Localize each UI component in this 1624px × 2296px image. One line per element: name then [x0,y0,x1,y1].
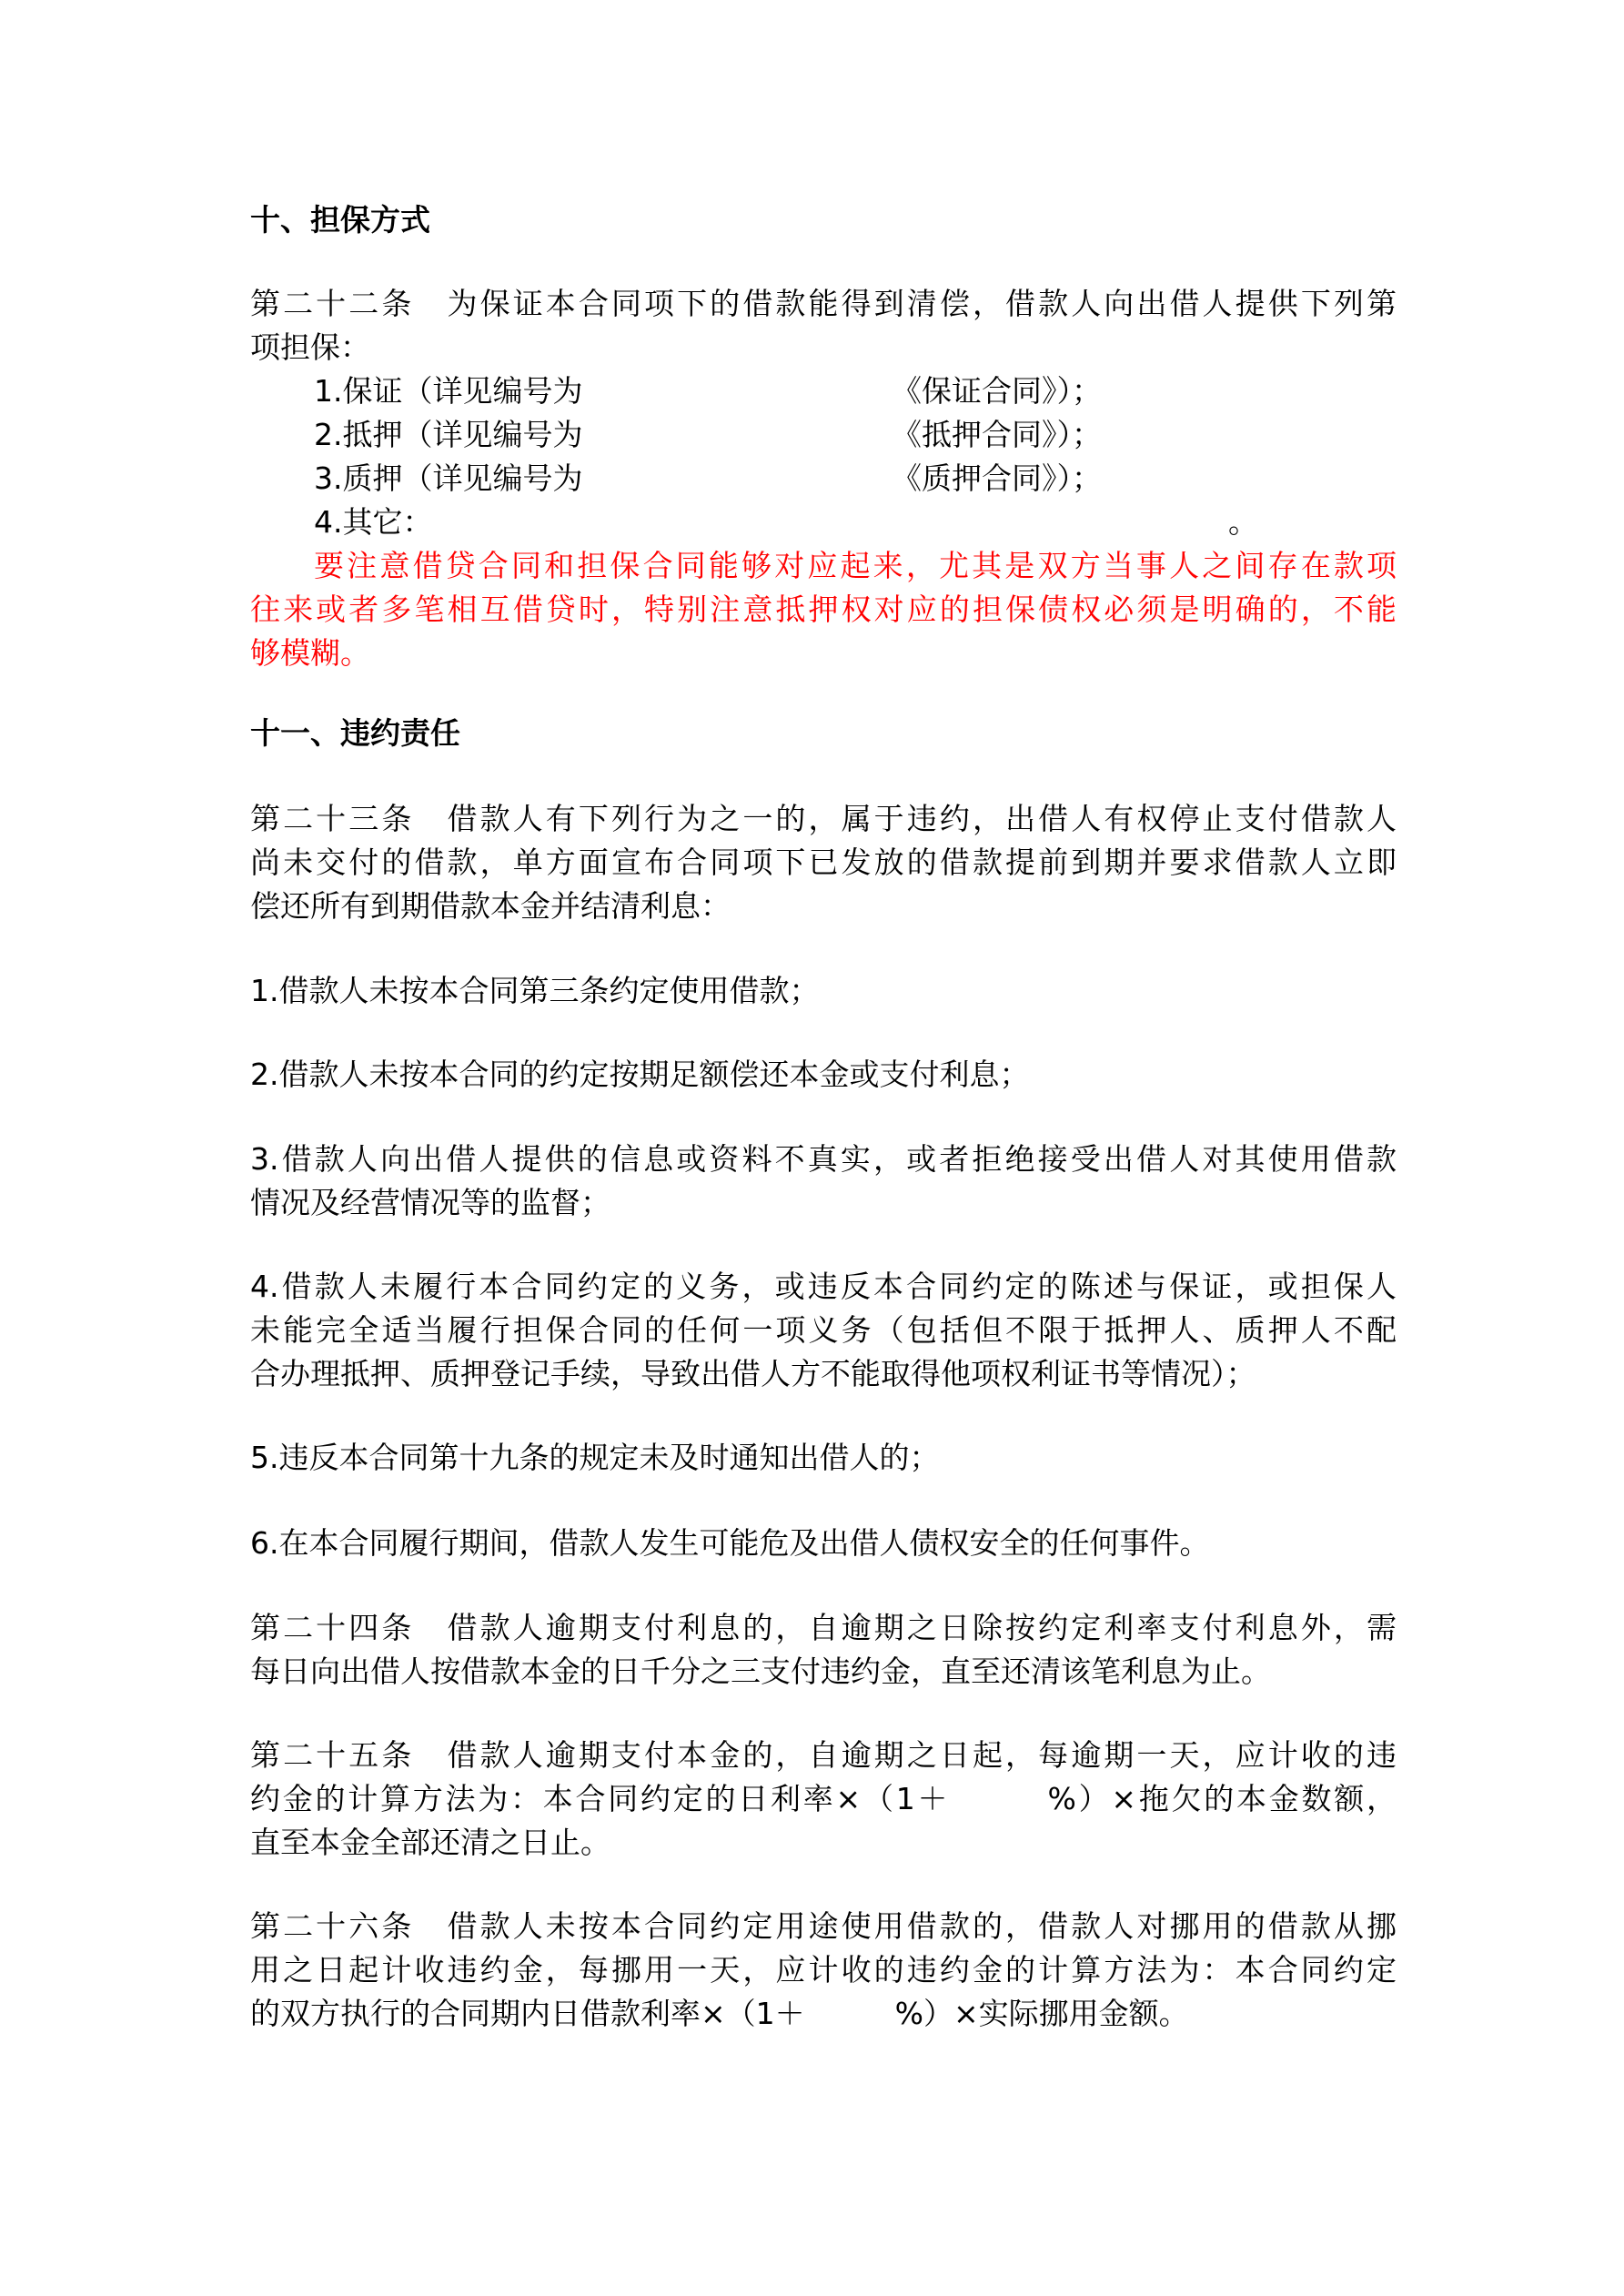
guarantee-item-3-label: 3.质押（详见编号为 [314,460,583,496]
article-22-line-2: 项担保： [250,329,370,365]
clause-1 [250,969,1397,1013]
article-23-line-3: 偿还所有到期借款本金并结清利息： [250,888,731,924]
article-22-line-1: 第二十二条 为保证本合同项下的借款能得到清偿，借款人向出借人提供下列第 [250,286,1397,321]
guarantee-item-3-contract: 《质押合同》）； [892,460,1102,496]
article-24-line-1: 第二十四条 借款人逾期支付利息的，自逾期之日除按约定利率支付利息外，需 [250,1610,1397,1645]
guarantee-item-1 [314,369,583,413]
article-26-line-2: 用之日起计收违约金，每挪用一天，应计收的违约金的计算方法为：本合同约定 [250,1952,1397,1988]
clause-4-line-2: 未能完全适当履行担保合同的任何一项义务（包括但不限于抵押人、质押人不配 [250,1312,1397,1348]
red-note-line-1: 要注意借贷合同和担保合同能够对应起来，尤其是双方当事人之间存在款项 [314,548,1397,583]
guarantee-item-2-contract: 《抵押合同》）； [892,417,1102,452]
section-10-title: 十、担保方式 [250,202,430,238]
article-25-line-1: 第二十五条 借款人逾期支付本金的，自逾期之日起，每逾期一天，应计收的违 [250,1737,1397,1773]
clause-3 [250,1138,1397,1225]
article-26-line-3: 的双方执行的合同期内日借款利率×（1＋ %）×实际挪用金额。 [250,1996,1189,2031]
clause-4 [250,1265,1397,1396]
clause-6-text: 6.在本合同履行期间，借款人发生可能危及出借人债权安全的任何事件。 [250,1525,1210,1561]
article-23 [250,797,1397,928]
clause-2-text: 2.借款人未按本合同的约定按期足额偿还本金或支付利息； [250,1057,1030,1092]
red-note-line-2: 往来或者多笔相互借贷时，特别注意抵押权对应的担保债权必须是明确的，不能 [250,592,1397,627]
clause-6 [250,1522,1397,1565]
guarantee-item-1-label: 1.保证（详见编号为 [314,373,583,409]
clause-2 [250,1053,1397,1097]
article-22 [250,282,1397,369]
article-26 [250,1905,1397,2036]
section-11-title: 十一、违约责任 [250,715,460,751]
article-23-line-2: 尚未交付的借款，单方面宣布合同项下已发放的借款提前到期并要求借款人立即 [250,845,1397,880]
guarantee-item-2 [314,413,583,457]
article-23-line-1: 第二十三条 借款人有下列行为之一的，属于违约，出借人有权停止支付借款人 [250,801,1397,836]
clause-5-text: 5.违反本合同第十九条的规定未及时通知出借人的； [250,1440,940,1475]
clause-3-line-1: 3.借款人向出借人提供的信息或资料不真实，或者拒绝接受出借人对其使用借款 [250,1141,1397,1177]
red-note [250,544,1397,675]
clause-4-line-1: 4.借款人未履行本合同约定的义务，或违反本合同约定的陈述与保证，或担保人 [250,1269,1397,1304]
clause-4-line-3: 合办理抵押、质押登记手续，导致出借人方不能取得他项权利证书等情况）； [250,1356,1256,1391]
guarantee-item-4-label: 4.其它： [314,504,433,540]
article-26-line-1: 第二十六条 借款人未按本合同约定用途使用借款的，借款人对挪用的借款从挪 [250,1908,1397,1944]
clause-5 [250,1436,1397,1480]
clause-3-line-2: 情况及经营情况等的监督； [250,1185,610,1220]
article-24 [250,1606,1397,1694]
guarantee-item-2-label: 2.抵押（详见编号为 [314,417,583,452]
article-25-line-3: 直至本金全部还清之日止。 [250,1825,610,1860]
guarantee-item-4 [314,501,433,544]
red-note-line-3: 够模糊。 [250,635,370,671]
article-24-line-2: 每日向出借人按借款本金的日千分之三支付违约金，直至还清该笔利息为止。 [250,1654,1271,1689]
guarantee-item-3 [314,457,583,501]
guarantee-item-4-end: 。 [1228,504,1258,540]
guarantee-item-1-contract: 《保证合同》）； [892,373,1102,409]
article-25 [250,1734,1397,1865]
clause-1-text: 1.借款人未按本合同第三条约定使用借款； [250,973,820,1008]
article-25-line-2: 约金的计算方法为：本合同约定的日利率×（1＋ %）×拖欠的本金数额， [250,1781,1397,1816]
